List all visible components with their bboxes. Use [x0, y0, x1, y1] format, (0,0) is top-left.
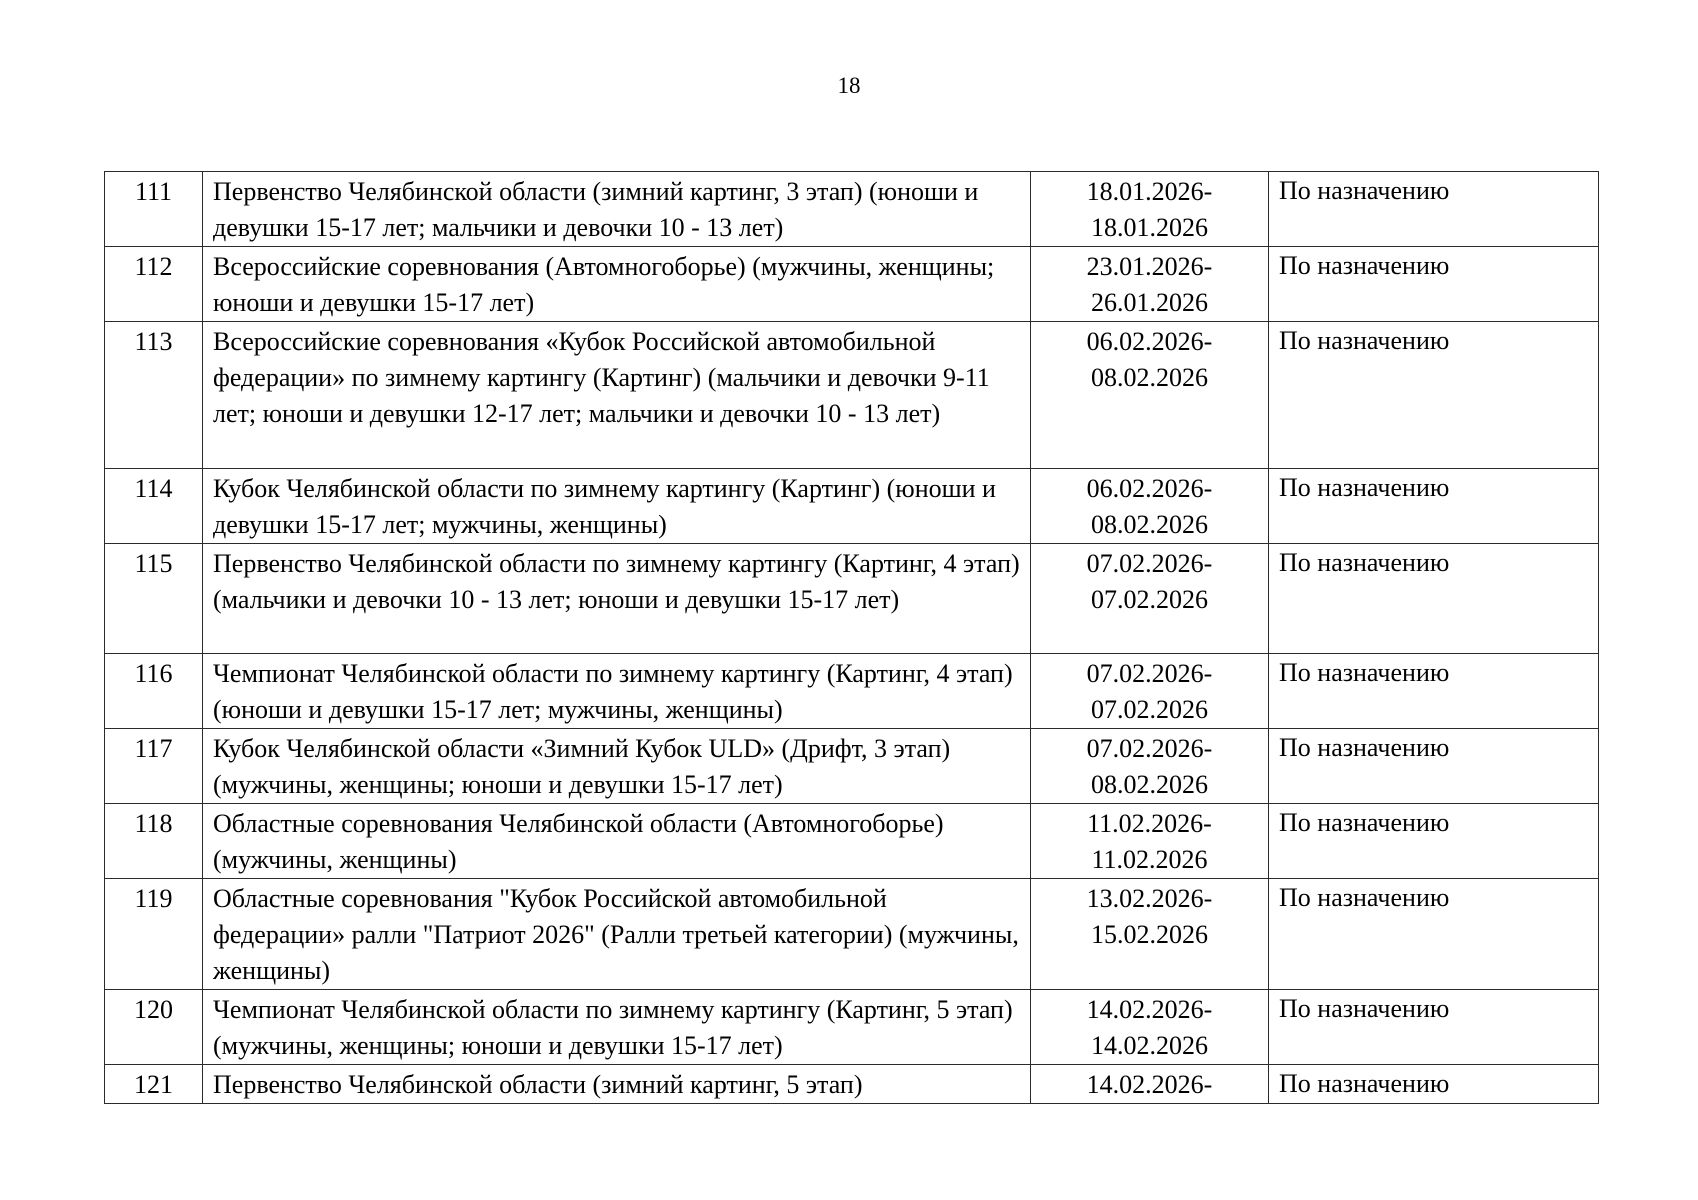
row-number: 118: [105, 804, 203, 879]
row-number: 112: [105, 247, 203, 322]
event-dates: [1031, 654, 1269, 729]
row-number: 114: [105, 469, 203, 544]
table-row: [105, 804, 1599, 879]
event-dates: [1031, 322, 1269, 469]
row-number: 111: [105, 172, 203, 247]
event-name: Кубок Челябинской области «Зимний Кубок ULD» (Дрифт, 3 этап) (мужчины, женщины; юноши и девушки 15-17 лет): [203, 729, 1031, 804]
event-name: Областные соревнования Челябинской области (Автомногоборье) (мужчины, женщины): [203, 804, 1031, 879]
date-start: 06.02.2026-: [1086, 474, 1213, 503]
date-end: 08.02.2026: [1091, 770, 1208, 799]
row-number: 117: [105, 729, 203, 804]
event-place: По назначению: [1269, 1065, 1599, 1104]
event-place: По назначению: [1269, 322, 1599, 469]
date-end: 18.01.2026: [1091, 213, 1208, 242]
date-end: 08.02.2026: [1091, 510, 1208, 539]
date-end: 07.02.2026: [1091, 585, 1208, 614]
date-start: 23.01.2026-: [1086, 252, 1213, 281]
date-start: 07.02.2026-: [1086, 549, 1213, 578]
date-start: 06.02.2026-: [1086, 327, 1213, 356]
table-row: [105, 654, 1599, 729]
row-number: 120: [105, 990, 203, 1065]
event-place: По назначению: [1269, 804, 1599, 879]
date-end: 11.02.2026: [1091, 845, 1208, 874]
event-place: По назначению: [1269, 729, 1599, 804]
event-dates: [1031, 172, 1269, 247]
event-name: Первенство Челябинской области (зимний картинг, 3 этап) (юноши и девушки 15-17 лет; мальчики и девочки 10 - 13 лет): [203, 172, 1031, 247]
events-table: [104, 171, 1599, 1104]
event-dates: [1031, 247, 1269, 322]
table-row: [105, 322, 1599, 469]
table-row: [105, 172, 1599, 247]
event-name: Чемпионат Челябинской области по зимнему картингу (Картинг, 4 этап) (юноши и девушки 15-17 лет; мужчины, женщины): [203, 654, 1031, 729]
date-start: 11.02.2026-: [1087, 809, 1212, 838]
event-place: По назначению: [1269, 990, 1599, 1065]
date-end: 15.02.2026: [1091, 920, 1208, 949]
row-number: 119: [105, 879, 203, 990]
table-row: [105, 990, 1599, 1065]
row-number: 115: [105, 544, 203, 654]
date-start: 13.02.2026-: [1086, 884, 1213, 913]
event-dates: [1031, 879, 1269, 990]
table-row: [105, 879, 1599, 990]
table-row: [105, 247, 1599, 322]
row-number: 116: [105, 654, 203, 729]
table-row: [105, 469, 1599, 544]
event-name: Чемпионат Челябинской области по зимнему картингу (Картинг, 5 этап) (мужчины, женщины; юноши и девушки 15-17 лет): [203, 990, 1031, 1065]
date-end: 14.02.2026: [1091, 1031, 1208, 1060]
events-table-body: [105, 172, 1599, 1104]
date-start: 14.02.2026-: [1086, 1070, 1213, 1099]
date-end: 07.02.2026: [1091, 695, 1208, 724]
date-start: 07.02.2026-: [1086, 734, 1213, 763]
event-place: По назначению: [1269, 172, 1599, 247]
event-dates: [1031, 804, 1269, 879]
table-row: [105, 1065, 1599, 1104]
event-dates: [1031, 544, 1269, 654]
event-dates: [1031, 1065, 1269, 1104]
row-number: 113: [105, 322, 203, 469]
event-name: Областные соревнования "Кубок Российской автомобильной федерации» ралли "Патриот 2026" (Ралли третьей категории) (мужчины, женщины): [203, 879, 1031, 990]
event-place: По назначению: [1269, 879, 1599, 990]
event-name: Всероссийские соревнования (Автомногоборье) (мужчины, женщины; юноши и девушки 15-17 лет): [203, 247, 1031, 322]
date-end: 08.02.2026: [1091, 363, 1208, 392]
date-start: 07.02.2026-: [1086, 659, 1213, 688]
event-name: Кубок Челябинской области по зимнему картингу (Картинг) (юноши и девушки 15-17 лет; мужчины, женщины): [203, 469, 1031, 544]
date-start: 14.02.2026-: [1086, 995, 1213, 1024]
event-place: По назначению: [1269, 654, 1599, 729]
date-start: 18.01.2026-: [1086, 177, 1213, 206]
event-place: По назначению: [1269, 469, 1599, 544]
event-place: По назначению: [1269, 247, 1599, 322]
event-dates: [1031, 469, 1269, 544]
event-name: Всероссийские соревнования «Кубок Российской автомобильной федерации» по зимнему картингу (Картинг) (мальчики и девочки 9-11 лет; юноши и девушки 12-17 лет; мальчики и девочки 10 - 13 лет): [203, 322, 1031, 469]
event-place: По назначению: [1269, 544, 1599, 654]
event-name: Первенство Челябинской области (зимний картинг, 5 этап): [203, 1065, 1031, 1104]
date-end: 26.01.2026: [1091, 288, 1208, 317]
event-name: Первенство Челябинской области по зимнему картингу (Картинг, 4 этап) (мальчики и девочки 10 - 13 лет; юноши и девушки 15-17 лет): [203, 544, 1031, 654]
table-row: [105, 544, 1599, 654]
event-dates: [1031, 990, 1269, 1065]
table-row: [105, 729, 1599, 804]
row-number: 121: [105, 1065, 203, 1104]
page-number: 18: [837, 73, 861, 98]
event-dates: [1031, 729, 1269, 804]
